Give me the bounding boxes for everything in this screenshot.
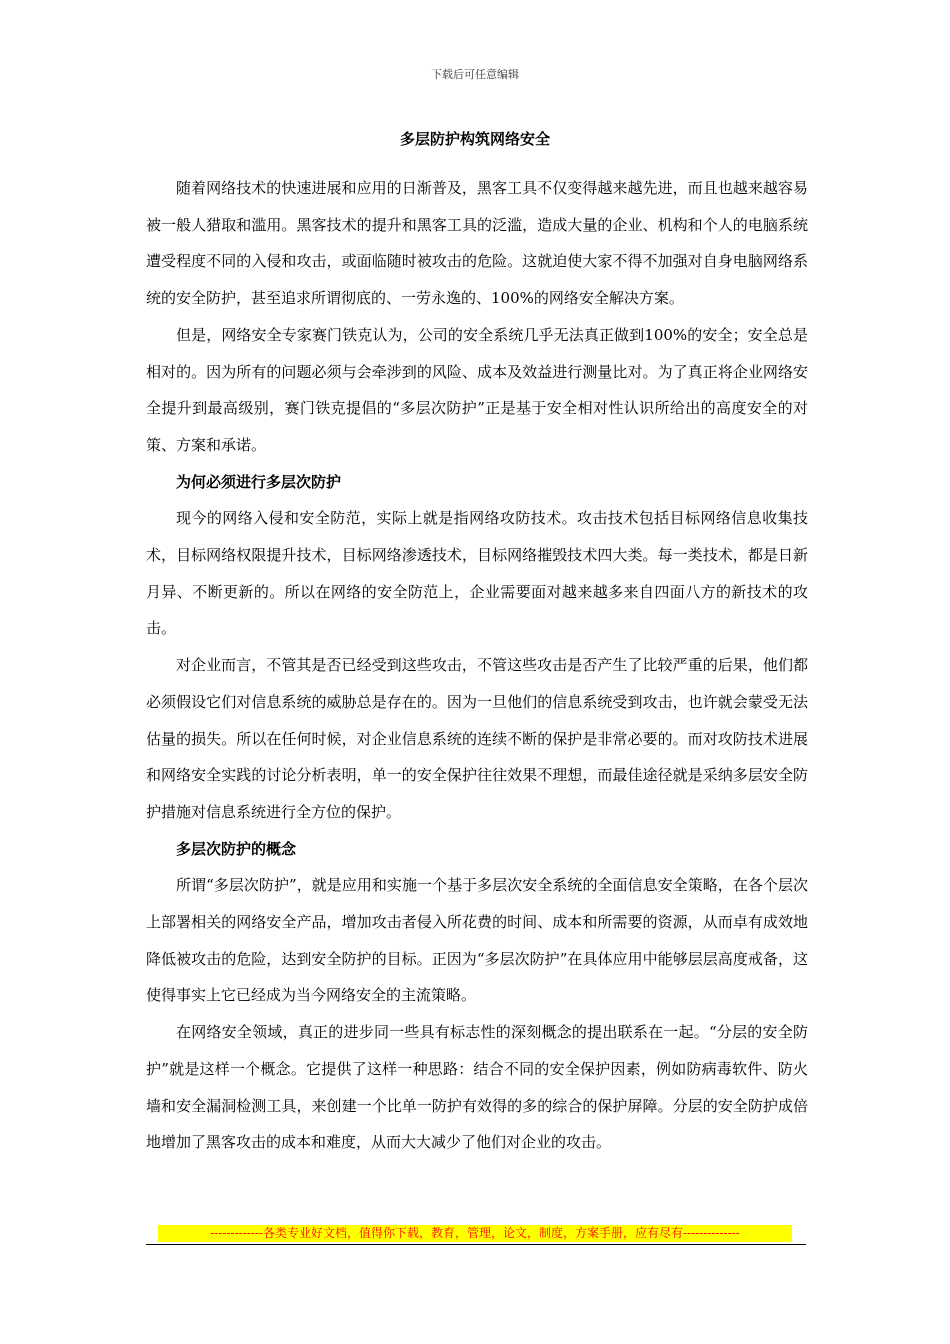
intro-paragraph-2: 但是，网络安全专家赛门铁克认为，公司的安全系统几乎无法真正做到100%的安全；安全总是相对的。因为所有的问题必须与会牵涉到的风险、成本及效益进行测量比对。为了真正将企业网络安全提升到最高级别，赛门铁克提倡的“多层次防护”正是基于安全相对性认识所给出的高度安全的对策、方案和承诺。 — [146, 325, 808, 454]
document-title: 多层防护构筑网络安全 — [399, 130, 550, 148]
section2-paragraph-2: 在网络安全领域，真正的进步同一些具有标志性的深刻概念的提出联系在一起。“分层的安全防护”就是这样一个概念。它提供了这样一种思路：结合不同的安全保护因素，例如防病毒软件、防火墙和安全漏洞检测工具，来创建一个比单一防护有效得的多的综合的保护屏障。分层的安全防护成倍地增加了黑客攻击的成本和难度，从而大大减少了他们对企业的攻击。 — [146, 1023, 808, 1152]
section1-paragraph-2: 对企业而言，不管其是否已经受到这些攻击，不管这些攻击是否产生了比较严重的后果，他们都必须假设它们对信息系统的威胁总是存在的。因为一旦他们的信息系统受到攻击，也许就会蒙受无法估量的损失。所以在任何时候，对企业信息系统的连续不断的保护是非常必要的。而对攻防技术进展和网络安全实践的讨论分析表明，单一的安全保护往往效果不理想，而最佳途径就是采纳多层安全防护措施对信息系统进行全方位的保护。 — [146, 656, 808, 821]
intro-paragraph-1: 随着网络技术的快速进展和应用的日渐普及，黑客工具不仅变得越来越先进，而且也越来越容易被一般人猎取和滥用。黑客技术的提升和黑客工具的泛滥，造成大量的企业、机构和个人的电脑系统遭受程度不同的入侵和攻击，或面临随时被攻击的危险。这就迫使大家不得不加强对自身电脑网络系统的安全防护，甚至追求所谓彻底的、一劳永逸的、100%的网络安全解决方案。 — [146, 179, 808, 308]
footer-banner: -------------各类专业好文档，值得你下载，教育，管理，论文，制度，方案手册，应有尽有-------------- — [158, 1225, 792, 1242]
section-heading-why: 为何必须进行多层次防护 — [176, 472, 342, 491]
section2-paragraph-1: 所谓“多层次防护”，就是应用和实施一个基于多层次安全系统的全面信息安全策略，在各个层次上部署相关的网络安全产品，增加攻击者侵入所花费的时间、成本和所需要的资源，从而卓有成效地降低被攻击的危险，达到安全防护的目标。正因为“多层次防护”在具体应用中能够层层高度戒备，这使得事实上它已经成为当今网络安全的主流策略。 — [146, 876, 808, 1005]
document-body — [146, 170, 808, 1161]
section1-paragraph-1: 现今的网络入侵和安全防范，实际上就是指网络攻防技术。攻击技术包括目标网络信息收集技术，目标网络权限提升技术，目标网络渗透技术，目标网络摧毁技术四大类。每一类技术，都是日新月异、不断更新的。所以在网络的安全防范上，企业需要面对越来越多来自四面八方的新技术的攻击。 — [146, 509, 808, 638]
header-note: 下载后可任意编辑 — [431, 68, 519, 81]
footer-divider — [146, 1244, 806, 1245]
section-heading-concept: 多层次防护的概念 — [176, 839, 297, 858]
